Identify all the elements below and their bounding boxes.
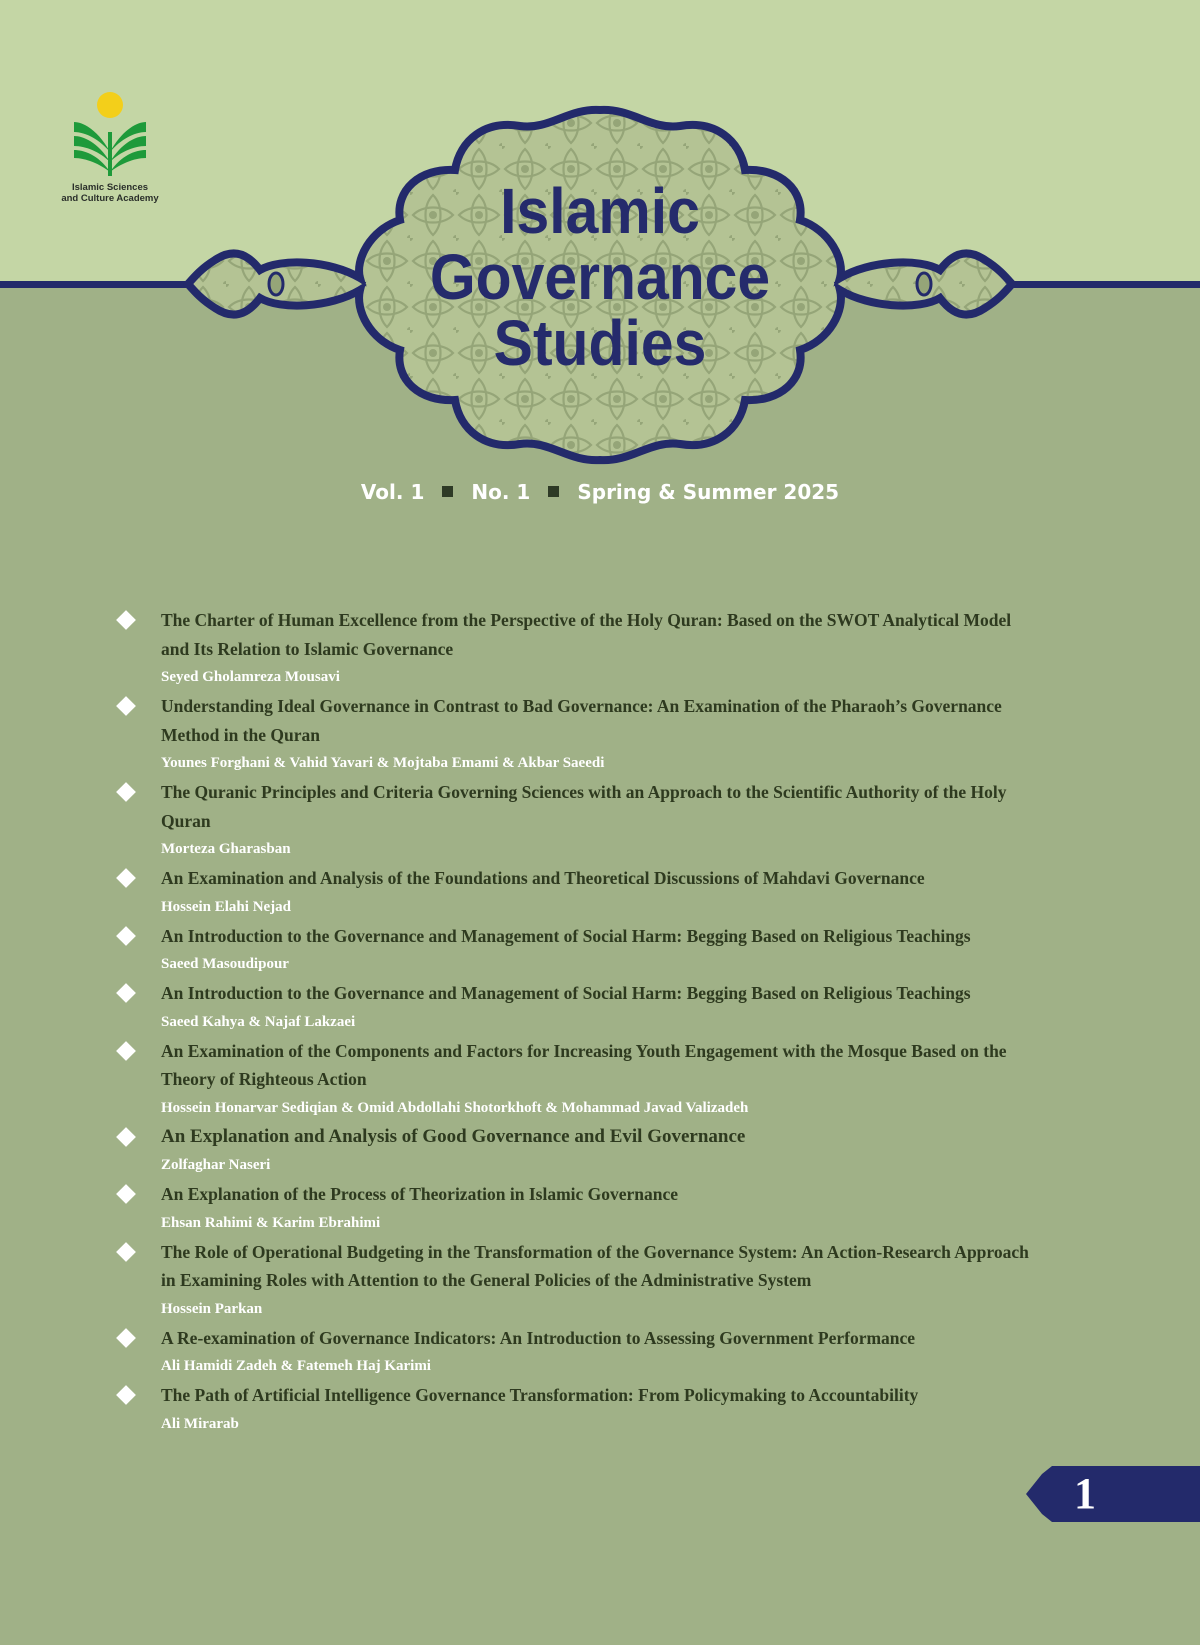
- square-separator-icon: [548, 486, 559, 497]
- diamond-bullet-icon: [116, 1242, 136, 1262]
- toc-entry: [115, 1238, 1035, 1323]
- article-title: An Introduction to the Governance and Management of Social Harm: Begging Based on Religious Teachings: [161, 925, 971, 946]
- season-label: Spring & Summer 2025: [577, 480, 840, 504]
- publisher-name-line-2: and Culture Academy: [61, 193, 159, 204]
- article-authors: Hossein Parkan: [161, 1300, 263, 1317]
- journal-title-line-2: Governance: [429, 241, 771, 313]
- toc-entry: [115, 1037, 1035, 1122]
- publisher-logo: [50, 92, 170, 212]
- publisher-name-line-1: Islamic Sciences: [71, 182, 149, 193]
- article-authors: Hossein Honarvar Sediqian & Omid Abdollahi Shotorkhoft & Mohammad Javad Valizadeh: [161, 1099, 749, 1116]
- article-authors: Younes Forghani & Vahid Yavari & Mojtaba Emami & Akbar Saeedi: [161, 755, 605, 771]
- article-authors: Hossein Elahi Nejad: [161, 898, 292, 915]
- article-title: Understanding Ideal Governance in Contrast to Bad Governance: An Examination of the Pharaoh’s Governance Method in the Quran: [161, 696, 1002, 745]
- diamond-bullet-icon: [116, 1041, 136, 1061]
- journal-title-line-3: Studies: [493, 307, 707, 379]
- article-authors: Ehsan Rahimi & Karim Ebrahimi: [161, 1214, 381, 1231]
- article-authors: Zolfaghar Naseri: [161, 1157, 271, 1173]
- publisher-name: [50, 182, 170, 204]
- article-authors: Seyed Gholamreza Mousavi: [161, 669, 340, 685]
- article-title: A Re-examination of Governance Indicators: An Introduction to Assessing Government Performance: [161, 1327, 916, 1348]
- diamond-bullet-icon: [116, 696, 136, 716]
- article-title: The Quranic Principles and Criteria Governing Sciences with an Approach to the Scientific Authority of the Holy Quran: [161, 782, 1007, 831]
- issue-info: [0, 480, 1200, 504]
- square-separator-icon: [442, 486, 453, 497]
- article-authors: Ali Mirarab: [161, 1415, 239, 1432]
- article-title: An Explanation and Analysis of Good Governance and Evil Governance: [161, 1125, 746, 1147]
- toc-entry: [115, 778, 1035, 863]
- journal-title-line-1: Islamic: [500, 175, 700, 247]
- page-number: 1: [1074, 1469, 1096, 1518]
- toc-entry: [115, 1324, 1035, 1381]
- table-of-contents: [115, 606, 1035, 1439]
- toc-entry: [115, 864, 1035, 921]
- diamond-bullet-icon: [116, 782, 136, 802]
- toc-entry: [115, 922, 1035, 979]
- toc-entry: [115, 606, 1035, 691]
- article-authors: Morteza Gharasban: [161, 841, 291, 857]
- page-number-tab: [1026, 1466, 1200, 1522]
- article-title: The Charter of Human Excellence from the Perspective of the Holy Quran: Based on the SWOT Analytical Model and Its Relation to Islamic Governance: [161, 610, 1012, 659]
- diamond-bullet-icon: [116, 868, 136, 888]
- book-sun-logo-icon: [68, 92, 152, 178]
- number-label: No. 1: [471, 480, 531, 504]
- diamond-bullet-icon: [116, 1127, 136, 1147]
- diamond-bullet-icon: [116, 1328, 136, 1348]
- article-authors: Saeed Kahya & Najaf Lakzaei: [161, 1013, 356, 1030]
- diamond-bullet-icon: [116, 610, 136, 630]
- article-title: An Introduction to the Governance and Management of Social Harm: Begging Based on Religious Teachings: [161, 983, 971, 1003]
- toc-entry: [115, 1180, 1035, 1237]
- diamond-bullet-icon: [116, 1184, 136, 1204]
- toc-entry: [115, 1123, 1035, 1180]
- volume-label: Vol. 1: [360, 480, 425, 504]
- article-title: The Path of Artificial Intelligence Governance Transformation: From Policymaking to Accountability: [161, 1385, 919, 1405]
- toc-entry: [115, 1381, 1035, 1438]
- toc-entry: [115, 979, 1035, 1036]
- article-authors: Ali Hamidi Zadeh & Fatemeh Haj Karimi: [161, 1358, 431, 1374]
- journal-title: [380, 175, 820, 379]
- article-title: An Examination of the Components and Factors for Increasing Youth Engagement with the Mosque Based on the Theory of Righteous Action: [161, 1040, 1007, 1089]
- article-title: The Role of Operational Budgeting in the Transformation of the Governance System: An Action-Research Approach in Examining Roles with Attention to the General Policies of the Administrative System: [161, 1241, 1029, 1290]
- toc-entry: [115, 692, 1035, 777]
- article-title: An Examination and Analysis of the Foundations and Theoretical Discussions of Mahdavi Governance: [161, 868, 925, 888]
- article-title: An Explanation of the Process of Theorization in Islamic Governance: [161, 1184, 679, 1204]
- diamond-bullet-icon: [116, 1385, 136, 1405]
- diamond-bullet-icon: [116, 983, 136, 1003]
- article-authors: Saeed Masoudipour: [161, 956, 289, 972]
- diamond-bullet-icon: [116, 926, 136, 946]
